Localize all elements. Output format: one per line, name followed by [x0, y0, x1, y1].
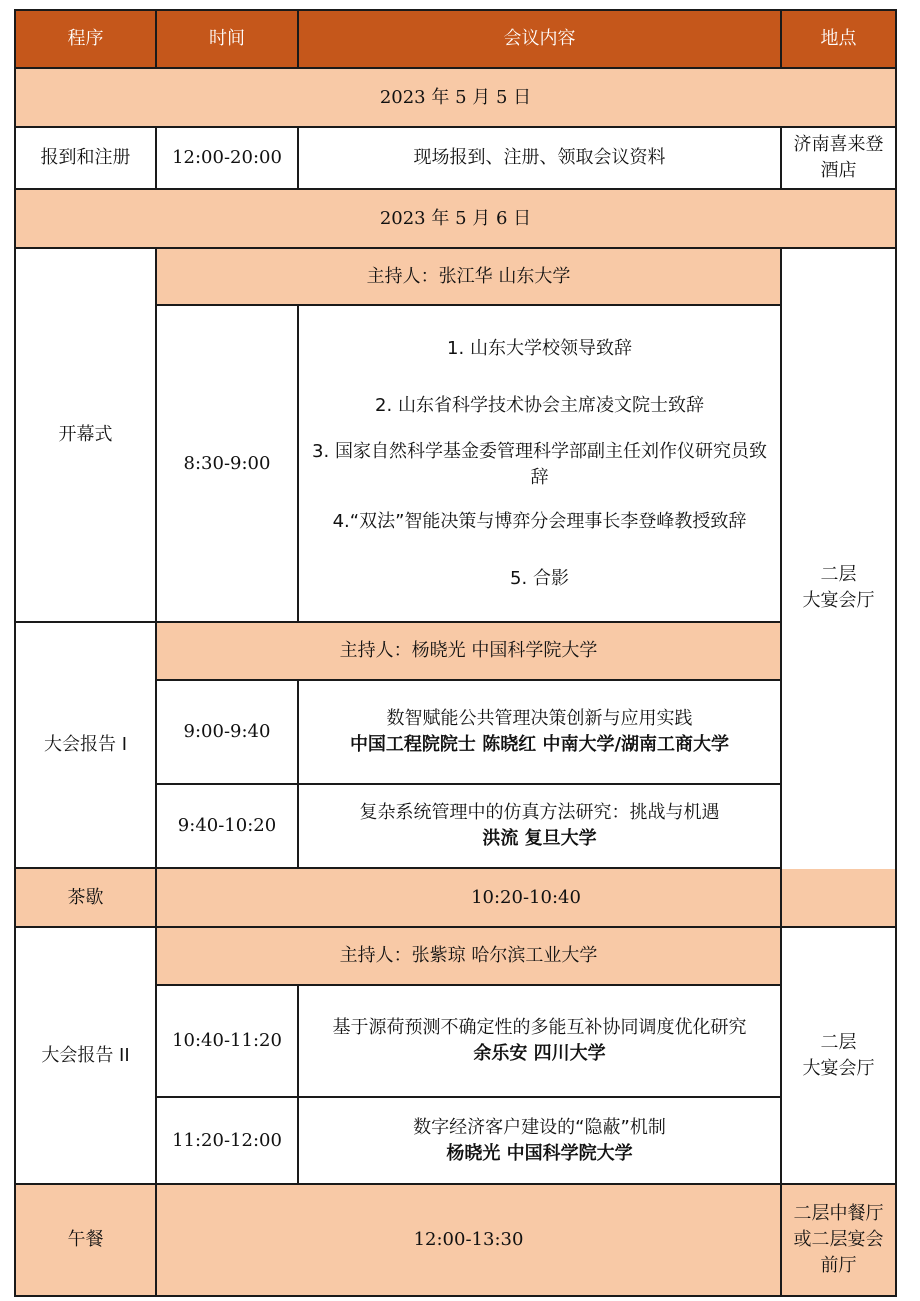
plenary2-talk2-speaker: 杨晓光 中国科学院大学 [446, 1142, 633, 1164]
opening-host: 主持人：张江华 山东大学 [156, 248, 781, 305]
opening-program: 开幕式 [15, 248, 156, 622]
registration-row [15, 127, 896, 189]
date-row-day1 [15, 68, 896, 127]
plenary1-talk2-time: 9:40-10:20 [156, 784, 298, 868]
opening-item-5: 5. 合影 [510, 567, 569, 589]
opening-time: 8:30-9:00 [156, 305, 298, 622]
registration-content: 现场报到、注册、领取会议资料 [298, 127, 781, 189]
registration-location [781, 127, 896, 189]
plenary1-talk1-time: 9:00-9:40 [156, 680, 298, 784]
plenary2-talk2-time: 11:20-12:00 [156, 1097, 298, 1184]
schedule-table [14, 9, 897, 1297]
registration-location-line1: 济南喜来登 [793, 134, 884, 155]
registration-program: 报到和注册 [15, 127, 156, 189]
opening-item-1: 1. 山东大学校领导致辞 [447, 337, 632, 359]
lunch-program: 午餐 [15, 1184, 156, 1296]
morning-location-line1: 二层 [820, 563, 857, 585]
plenary2-talk1-title: 基于源荷预测不确定性的多能互补协同调度优化研究 [332, 1017, 747, 1038]
plenary1-program: 大会报告 I [15, 622, 156, 868]
tea-break-program: 茶歇 [15, 868, 156, 927]
lunch-location-line2: 或二层宴会 [793, 1229, 884, 1250]
plenary1-talk2-speaker: 洪流 复旦大学 [482, 828, 597, 849]
opening-item-2: 2. 山东省科学技术协会主席凌文院士致辞 [375, 394, 704, 416]
plenary2-talk2-title: 数字经济客户建设的“隐蔽”机制 [413, 1116, 666, 1138]
plenary2-location [781, 927, 896, 1184]
header-program: 程序 [15, 10, 156, 68]
tea-break-time: 10:20-10:40 [156, 868, 896, 927]
header-location: 地点 [781, 10, 896, 68]
tea-break-row [15, 868, 896, 927]
plenary2-host-row [15, 927, 896, 985]
date-day1: 2023 年 5 月 5 日 [15, 68, 896, 127]
opening-item-3: 3. 国家自然科学基金委管理科学部副主任刘作仪研究员致辞 [312, 440, 767, 488]
registration-time: 12:00-20:00 [156, 127, 298, 189]
plenary2-talk1-speaker: 余乐安 四川大学 [473, 1043, 606, 1064]
plenary2-host: 主持人：张紫琼 哈尔滨工业大学 [156, 927, 781, 985]
plenary1-talk1-speaker: 中国工程院院士 陈晓红 中南大学/湖南工商大学 [349, 734, 730, 755]
lunch-time: 12:00-13:30 [156, 1184, 781, 1296]
plenary1-talk2-title: 复杂系统管理中的仿真方法研究：挑战与机遇 [359, 802, 720, 823]
lunch-location-line1: 二层中餐厅 [793, 1203, 884, 1224]
morning-location-line2: 大宴会厅 [802, 589, 875, 611]
morning-location [781, 248, 896, 927]
lunch-location [781, 1184, 896, 1296]
opening-item-4: 4.“双法”智能决策与博弈分会理事长李登峰教授致辞 [332, 510, 747, 532]
registration-location-line2: 酒店 [820, 160, 857, 181]
plenary2-talk1-time: 10:40-11:20 [156, 985, 298, 1097]
plenary2-talk2 [298, 1097, 781, 1184]
plenary2-program: 大会报告 II [15, 927, 156, 1184]
lunch-location-line3: 前厅 [820, 1255, 857, 1276]
plenary2-location-line1: 二层 [820, 1031, 857, 1053]
opening-items [298, 305, 781, 622]
header-row [15, 10, 896, 68]
lunch-row [15, 1184, 896, 1296]
plenary2-location-line2: 大宴会厅 [802, 1057, 875, 1079]
plenary1-talk2 [298, 784, 781, 868]
plenary1-host: 主持人：杨晓光 中国科学院大学 [156, 622, 781, 680]
opening-host-row [15, 248, 896, 305]
header-time: 时间 [156, 10, 298, 68]
plenary1-host-row [15, 622, 896, 680]
plenary1-talk1-title: 数智赋能公共管理决策创新与应用实践 [386, 708, 693, 729]
plenary2-talk1 [298, 985, 781, 1097]
header-content: 会议内容 [298, 10, 781, 68]
date-row-day2 [15, 189, 896, 248]
plenary1-talk1 [298, 680, 781, 784]
date-day2: 2023 年 5 月 6 日 [15, 189, 896, 248]
